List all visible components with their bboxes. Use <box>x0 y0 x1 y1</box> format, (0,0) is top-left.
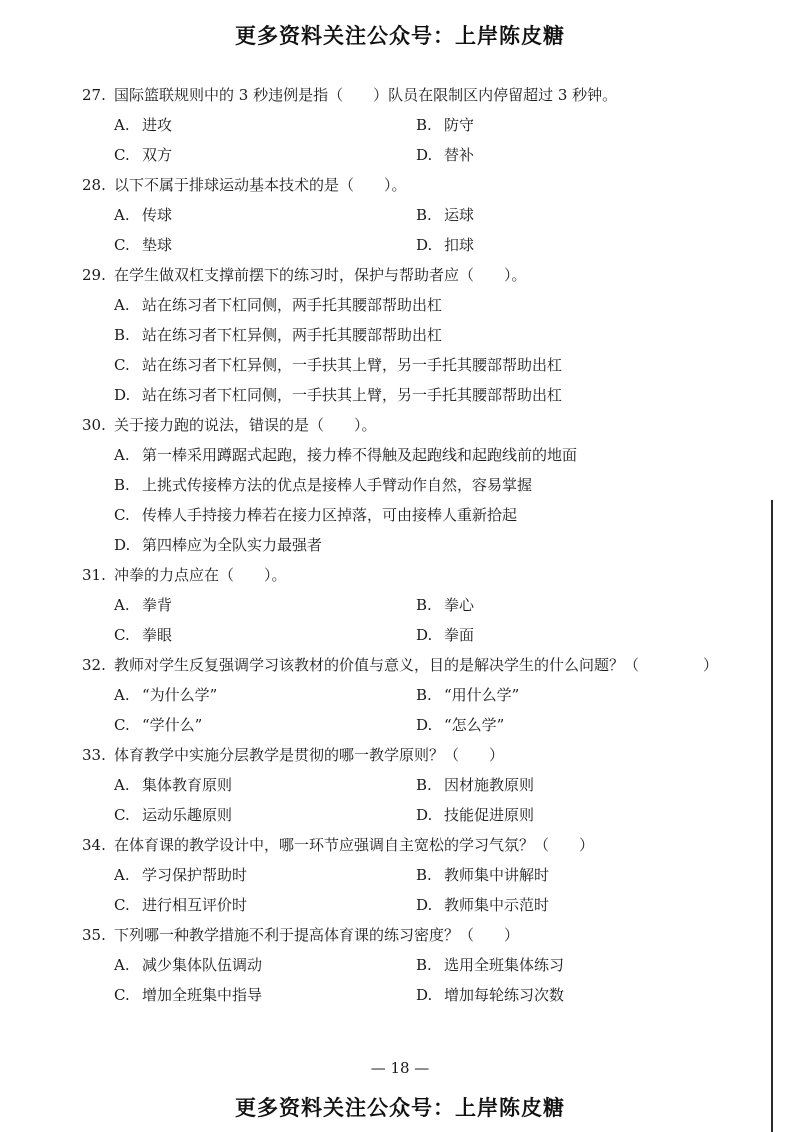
question-32 <box>0 650 800 740</box>
option-letter: D. <box>416 806 433 824</box>
question-stem <box>0 650 800 680</box>
option-text: “怎么学” <box>444 716 505 734</box>
question-number: 35. <box>82 926 106 944</box>
option-c <box>114 350 562 380</box>
option-text: 教师集中讲解时 <box>444 866 550 884</box>
question-28 <box>0 170 800 260</box>
option-d <box>416 800 534 830</box>
option-c <box>114 890 247 920</box>
option-b <box>416 680 519 710</box>
option-text: 第四棒应为全队实力最强者 <box>142 536 323 554</box>
question-31 <box>0 560 800 650</box>
option-d <box>114 530 322 560</box>
option-letter: A. <box>114 686 130 704</box>
question-number: 30. <box>82 416 106 434</box>
question-text: 在体育课的教学设计中，哪一环节应强调自主宽松的学习气氛？（ ） <box>114 836 595 854</box>
question-number: 29. <box>82 266 106 284</box>
option-text: 上挑式传接棒方法的优点是接棒人手臂动作自然，容易掌握 <box>142 476 533 494</box>
option-b <box>416 770 534 800</box>
option-text: 替补 <box>444 146 475 164</box>
option-c <box>114 710 202 740</box>
option-c <box>114 500 517 530</box>
question-number: 31. <box>82 566 106 584</box>
question-number: 33. <box>82 746 106 764</box>
option-b <box>416 200 474 230</box>
option-letter: C. <box>114 356 130 374</box>
option-a <box>114 590 172 620</box>
option-b <box>114 470 532 500</box>
question-stem <box>0 410 800 440</box>
option-a <box>114 440 577 470</box>
question-text: 关于接力跑的说法，错误的是（ ）。 <box>114 416 377 434</box>
option-b <box>416 590 474 620</box>
option-text: 增加全班集中指导 <box>142 986 263 1004</box>
option-a <box>114 950 262 980</box>
option-d <box>416 710 504 740</box>
question-stem <box>0 170 800 200</box>
option-text: 传棒人手持接力棒若在接力区掉落，可由接棒人重新拾起 <box>142 506 518 524</box>
option-text: 集体教育原则 <box>142 776 233 794</box>
answer-bracket-close: ） <box>703 656 719 674</box>
option-b <box>416 860 549 890</box>
option-letter: D. <box>416 146 433 164</box>
question-number: 34. <box>82 836 106 854</box>
option-text: “学什么” <box>142 716 203 734</box>
option-letter: D. <box>416 986 433 1004</box>
question-33 <box>0 740 800 830</box>
option-d <box>416 890 549 920</box>
option-letter: D. <box>416 896 433 914</box>
footer-banner: 更多资料关注公众号：上岸陈皮糖 <box>235 1096 565 1120</box>
option-text: 增加每轮练习次数 <box>444 986 565 1004</box>
option-text: 双方 <box>142 146 173 164</box>
question-27 <box>0 80 800 170</box>
option-text: 教师集中示范时 <box>444 896 550 914</box>
header-banner: 更多资料关注公众号：上岸陈皮糖 <box>235 24 565 48</box>
option-text: 进攻 <box>142 116 173 134</box>
option-text: 学习保护帮助时 <box>142 866 248 884</box>
option-c <box>114 980 262 1010</box>
option-text: 拳眼 <box>142 626 173 644</box>
question-text: 下列哪一种教学措施不利于提高体育课的练习密度？（ ） <box>114 926 520 944</box>
option-letter: D. <box>416 626 433 644</box>
option-letter: C. <box>114 806 130 824</box>
option-letter: B. <box>416 596 432 614</box>
option-text: 站在练习者下杠同侧，一手扶其上臂，另一手托其腰部帮助出杠 <box>142 386 563 404</box>
option-text: 站在练习者下杠同侧，两手托其腰部帮助出杠 <box>142 296 443 314</box>
option-c <box>114 140 172 170</box>
option-letter: B. <box>416 206 432 224</box>
option-a <box>114 290 442 320</box>
option-text: 防守 <box>444 116 475 134</box>
option-letter: B. <box>114 476 130 494</box>
option-text: 第一棒采用蹲踞式起跑，接力棒不得触及起跑线和起跑线前的地面 <box>142 446 578 464</box>
option-text: “为什么学” <box>142 686 218 704</box>
question-list <box>0 80 800 1010</box>
option-letter: A. <box>114 116 130 134</box>
option-b <box>416 110 474 140</box>
question-stem <box>0 560 800 590</box>
question-34 <box>0 830 800 920</box>
option-text: 选用全班集体练习 <box>444 956 565 974</box>
option-text: 运球 <box>444 206 475 224</box>
option-text: 传球 <box>142 206 173 224</box>
question-35 <box>0 920 800 1010</box>
option-letter: D. <box>114 536 131 554</box>
scan-edge-line <box>771 500 773 1132</box>
option-text: 拳背 <box>142 596 173 614</box>
option-letter: C. <box>114 236 130 254</box>
question-29 <box>0 260 800 410</box>
option-letter: C. <box>114 986 130 1004</box>
option-a <box>114 860 247 890</box>
question-text: 教师对学生反复强调学习该教材的价值与意义，目的是解决学生的什么问题？（ <box>114 656 640 674</box>
option-letter: C. <box>114 146 130 164</box>
question-number: 28. <box>82 176 106 194</box>
option-letter: C. <box>114 506 130 524</box>
question-number: 27. <box>82 86 106 104</box>
question-stem <box>0 920 800 950</box>
question-number: 32. <box>82 656 106 674</box>
option-a <box>114 680 217 710</box>
option-d <box>416 230 474 260</box>
question-text: 冲拳的力点应在（ ）。 <box>114 566 287 584</box>
option-letter: A. <box>114 206 130 224</box>
option-letter: A. <box>114 296 130 314</box>
option-b <box>114 320 442 350</box>
option-letter: A. <box>114 866 130 884</box>
option-letter: D. <box>114 386 131 404</box>
question-text: 国际篮联规则中的 3 秒违例是指（ ）队员在限制区内停留超过 3 秒钟。 <box>114 86 618 104</box>
option-letter: D. <box>416 236 433 254</box>
question-text: 在学生做双杠支撑前摆下的练习时，保护与帮助者应（ ）。 <box>114 266 527 284</box>
option-letter: A. <box>114 956 130 974</box>
question-stem <box>0 740 800 770</box>
option-text: 站在练习者下杠异侧，一手扶其上臂，另一手托其腰部帮助出杠 <box>142 356 563 374</box>
option-text: 因材施教原则 <box>444 776 535 794</box>
option-text: 站在练习者下杠异侧，两手托其腰部帮助出杠 <box>142 326 443 344</box>
option-text: 运动乐趣原则 <box>142 806 233 824</box>
question-text: 以下不属于排球运动基本技术的是（ ）。 <box>114 176 407 194</box>
option-a <box>114 770 232 800</box>
question-30 <box>0 410 800 560</box>
option-b <box>416 950 564 980</box>
question-stem <box>0 260 800 290</box>
option-letter: D. <box>416 716 433 734</box>
option-text: 减少集体队伍调动 <box>142 956 263 974</box>
option-d <box>114 380 562 410</box>
option-text: 进行相互评价时 <box>142 896 248 914</box>
option-letter: C. <box>114 896 130 914</box>
option-d <box>416 980 564 1010</box>
option-c <box>114 620 172 650</box>
question-text: 体育教学中实施分层教学是贯彻的哪一教学原则？（ ） <box>114 746 505 764</box>
page-number: — 18 — <box>370 1059 430 1077</box>
option-a <box>114 200 172 230</box>
option-letter: C. <box>114 716 130 734</box>
option-text: 拳心 <box>444 596 475 614</box>
option-text: “用什么学” <box>444 686 520 704</box>
question-stem <box>0 830 800 860</box>
option-letter: B. <box>114 326 130 344</box>
option-letter: C. <box>114 626 130 644</box>
option-letter: A. <box>114 446 130 464</box>
option-text: 技能促进原则 <box>444 806 535 824</box>
option-letter: A. <box>114 596 130 614</box>
option-d <box>416 620 474 650</box>
option-text: 垫球 <box>142 236 173 254</box>
option-c <box>114 800 232 830</box>
option-letter: B. <box>416 116 432 134</box>
option-letter: A. <box>114 776 130 794</box>
option-text: 拳面 <box>444 626 475 644</box>
option-c <box>114 230 172 260</box>
question-stem <box>0 80 800 110</box>
option-text: 扣球 <box>444 236 475 254</box>
option-letter: B. <box>416 776 432 794</box>
option-d <box>416 140 474 170</box>
option-a <box>114 110 172 140</box>
option-letter: B. <box>416 956 432 974</box>
option-letter: B. <box>416 686 432 704</box>
option-letter: B. <box>416 866 432 884</box>
